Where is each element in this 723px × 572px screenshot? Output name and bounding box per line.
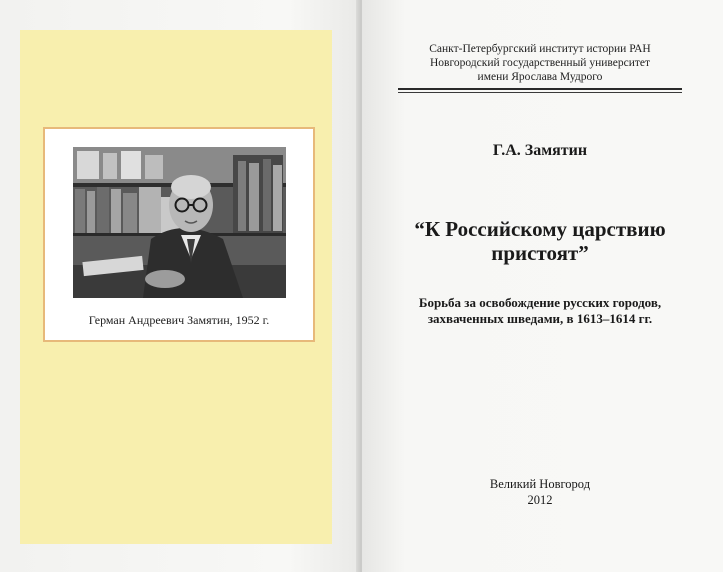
imprint-year: 2012	[527, 493, 553, 507]
book-subtitle	[370, 295, 710, 327]
book-author: Г.А. Замятин	[492, 142, 588, 159]
portrait-photo	[73, 147, 286, 298]
title-line: “К Российскому царствию	[414, 217, 666, 241]
publisher-line: Новгородский государственный университет	[429, 57, 651, 69]
header-rule-thin	[398, 92, 682, 93]
portrait-image	[73, 147, 286, 298]
book-title	[380, 217, 700, 265]
portrait-frame	[43, 127, 315, 342]
publisher-block	[400, 42, 680, 84]
subtitle-line: Борьба за освобождение русских городов,	[418, 295, 662, 310]
imprint-city: Великий Новгород	[489, 477, 591, 491]
publisher-line: Санкт-Петербургский институт истории РАН	[429, 43, 651, 55]
left-page	[0, 0, 360, 572]
publisher-line: имени Ярослава Мудрого	[477, 71, 603, 83]
title-line: пристоят”	[491, 241, 589, 265]
imprint	[460, 476, 620, 508]
subtitle-line: захваченных шведами, в 1613–1614 гг.	[427, 311, 653, 326]
portrait-caption: Герман Андреевич Замятин, 1952 г.	[88, 313, 270, 327]
header-rule	[398, 88, 682, 90]
